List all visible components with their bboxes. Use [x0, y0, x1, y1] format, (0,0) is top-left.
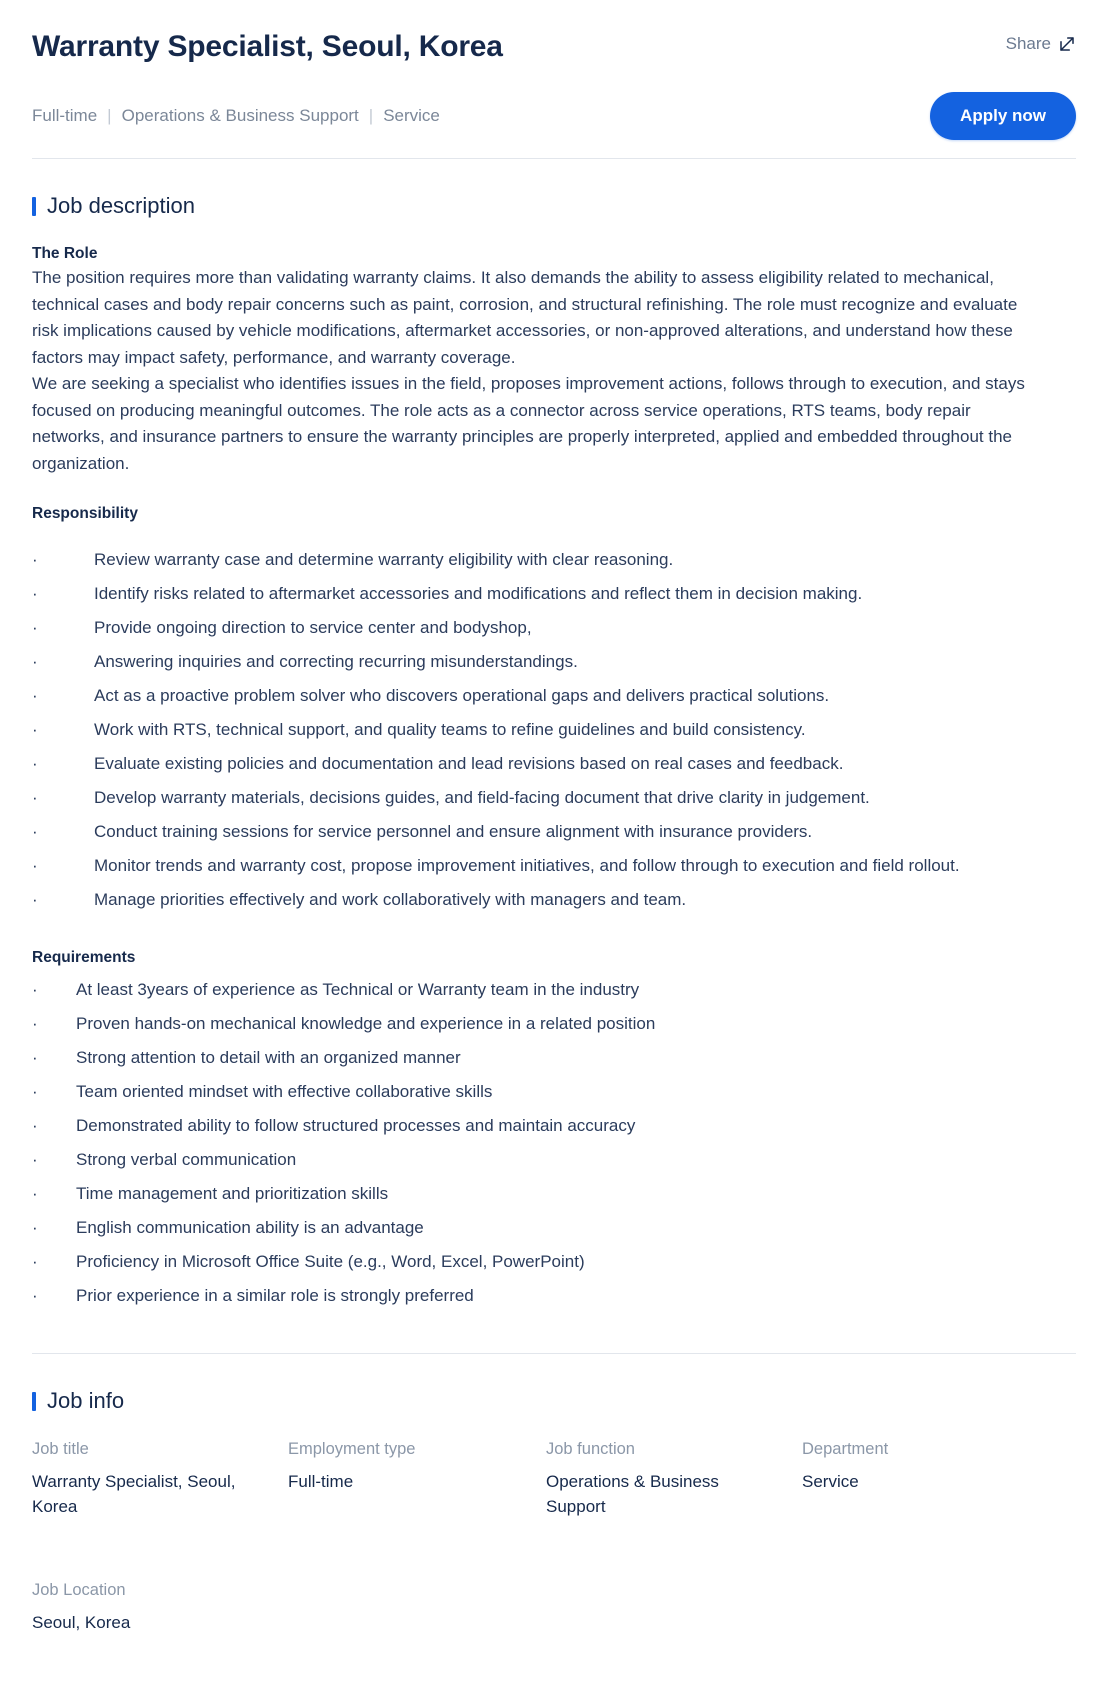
bullet-icon: · — [32, 1286, 38, 1305]
info-label-employment-type: Employment type — [288, 1440, 416, 1458]
bullet-icon: · — [32, 1116, 38, 1135]
info-label-department: Department — [802, 1440, 889, 1458]
share-icon — [1058, 35, 1076, 53]
list-item-text: Proficiency in Microsoft Office Suite (e.g., Word, Excel, PowerPoint) — [76, 1252, 585, 1271]
bullet-icon: · — [32, 618, 38, 637]
share-button[interactable] — [1006, 28, 1076, 54]
bullet-icon: · — [32, 980, 38, 999]
list-item — [32, 887, 1076, 913]
title-row — [32, 28, 1076, 66]
job-description-title: Job description — [47, 193, 195, 218]
list-item — [32, 1113, 1076, 1139]
list-item-text: Manage priorities effectively and work collaboratively with managers and team. — [94, 890, 687, 909]
list-item — [32, 547, 1076, 573]
list-item-text: Strong verbal communication — [76, 1150, 297, 1169]
list-item-text: Strong attention to detail with an organized manner — [76, 1048, 461, 1067]
list-item-text: Identify risks related to aftermarket accessories and modifications and reflect them in decision making. — [94, 584, 863, 603]
accent-bar-icon — [32, 197, 36, 216]
bullet-icon: · — [32, 822, 38, 841]
bullet-icon: · — [32, 584, 38, 603]
apply-now-button[interactable]: Apply now — [930, 92, 1076, 140]
list-item-text: Team oriented mindset with effective collaborative skills — [76, 1082, 493, 1101]
list-item — [32, 977, 1076, 1003]
bullet-icon: · — [32, 686, 38, 705]
list-item-text: Provide ongoing direction to service center and bodyshop, — [94, 618, 532, 637]
info-value-department: Service — [802, 1472, 859, 1491]
list-item-text: Monitor trends and warranty cost, propose improvement initiatives, and follow through to execution and field rollout. — [94, 856, 960, 875]
list-item — [32, 649, 1076, 675]
responsibility-heading: Responsibility — [32, 505, 138, 522]
list-item — [32, 785, 1076, 811]
share-label: Share — [1005, 34, 1051, 53]
list-item — [32, 683, 1076, 709]
job-info-title: Job info — [47, 1388, 125, 1413]
job-description-heading — [32, 193, 1076, 219]
bullet-icon: · — [32, 1218, 38, 1237]
list-item-text: English communication ability is an advantage — [76, 1218, 424, 1237]
the-role-heading: The Role — [32, 245, 98, 262]
bullet-icon: · — [32, 890, 38, 909]
bullet-icon: · — [32, 1082, 38, 1101]
info-value-job-function: Operations & Business Support — [546, 1472, 719, 1516]
info-label-job-location: Job Location — [32, 1581, 126, 1599]
list-item — [32, 819, 1076, 845]
bullet-icon: · — [32, 1252, 38, 1271]
list-item-text: Act as a proactive problem solver who discovers operational gaps and delivers practical solutions. — [94, 686, 830, 705]
list-item-text: Evaluate existing policies and documentation and lead revisions based on real cases and feedback. — [94, 754, 844, 773]
job-meta — [32, 106, 440, 126]
bullet-icon: · — [32, 1184, 38, 1203]
list-item — [32, 1181, 1076, 1207]
list-item-text: Demonstrated ability to follow structured processes and maintain accuracy — [76, 1116, 636, 1135]
meta-employment-type: Full-time — [32, 106, 98, 125]
requirements-list — [32, 977, 1076, 1309]
list-item — [32, 1249, 1076, 1275]
bullet-icon: · — [32, 720, 38, 739]
info-label-job-function: Job function — [546, 1440, 635, 1458]
list-item — [32, 1079, 1076, 1105]
job-info-grid — [32, 1440, 1076, 1519]
list-item-text: Review warranty case and determine warranty eligibility with clear reasoning. — [94, 550, 674, 569]
list-item — [32, 717, 1076, 743]
list-item-text: Conduct training sessions for service personnel and ensure alignment with insurance providers. — [94, 822, 813, 841]
list-item — [32, 1283, 1076, 1309]
job-info-section — [32, 1354, 1076, 1695]
info-value-job-location: Seoul, Korea — [32, 1613, 131, 1632]
info-value-job-title: Warranty Specialist, Seoul, Korea — [32, 1472, 236, 1516]
meta-row — [32, 92, 1076, 140]
bullet-icon: · — [32, 788, 38, 807]
list-item — [32, 1045, 1076, 1071]
bullet-icon: · — [32, 1048, 38, 1067]
list-item-text: Answering inquiries and correcting recurring misunderstandings. — [94, 652, 578, 671]
page-header — [32, 0, 1076, 159]
list-item — [32, 853, 1076, 879]
job-location-block — [32, 1581, 1076, 1635]
list-item-text: Develop warranty materials, decisions guides, and field-facing document that drive clarity in judgement. — [94, 788, 870, 807]
meta-department: Service — [383, 106, 440, 125]
info-label-job-title: Job title — [32, 1440, 89, 1458]
page-title: Warranty Specialist, Seoul, Korea — [32, 30, 503, 63]
info-value-employment-type: Full-time — [288, 1472, 354, 1491]
list-item-text: Work with RTS, technical support, and quality teams to refine guidelines and build consistency. — [94, 720, 806, 739]
the-role-paragraph-2: We are seeking a specialist who identifies issues in the field, proposes improvement actions, follows through to execution, and stays focused on producing meaningful outcomes. The role acts as a connector across service operations, RTS teams, body repair networks, and insurance partners to ensure the warranty principles are properly interpreted, applied and embedded throughout the organization. — [32, 374, 1025, 473]
list-item — [32, 581, 1076, 607]
bullet-icon: · — [32, 1014, 38, 1033]
bullet-icon: · — [32, 550, 38, 569]
meta-separator-1: | — [107, 106, 112, 125]
list-item — [32, 1011, 1076, 1037]
list-item-text: Prior experience in a similar role is strongly preferred — [76, 1286, 474, 1305]
list-item-text: At least 3years of experience as Technical or Warranty team in the industry — [76, 980, 640, 999]
meta-job-function: Operations & Business Support — [121, 106, 359, 125]
meta-separator-2: | — [368, 106, 374, 125]
requirements-heading: Requirements — [32, 949, 136, 966]
list-item — [32, 1147, 1076, 1173]
bullet-icon: · — [32, 1150, 38, 1169]
list-item — [32, 1215, 1076, 1241]
accent-bar-icon — [32, 1392, 36, 1411]
list-item — [32, 615, 1076, 641]
job-info-heading — [32, 1388, 1076, 1414]
list-item — [32, 751, 1076, 777]
bullet-icon: · — [32, 856, 38, 875]
job-description-section — [32, 159, 1076, 1354]
responsibility-list — [32, 547, 1076, 913]
the-role-paragraph-1: The position requires more than validating warranty claims. It also demands the ability to assess eligibility related to mechanical, technical cases and body repair concerns such as paint, corrosion, and structural refinishing. The role must recognize and evaluate risk implications caused by vehicle modifications, aftermarket accessories, or non-approved alterations, and understand how these factors may impact safety, performance, and warranty coverage. — [32, 268, 1018, 367]
list-item-text: Proven hands-on mechanical knowledge and experience in a related position — [76, 1014, 656, 1033]
list-item-text: Time management and prioritization skills — [76, 1184, 389, 1203]
bullet-icon: · — [32, 652, 38, 671]
bullet-icon: · — [32, 754, 38, 773]
